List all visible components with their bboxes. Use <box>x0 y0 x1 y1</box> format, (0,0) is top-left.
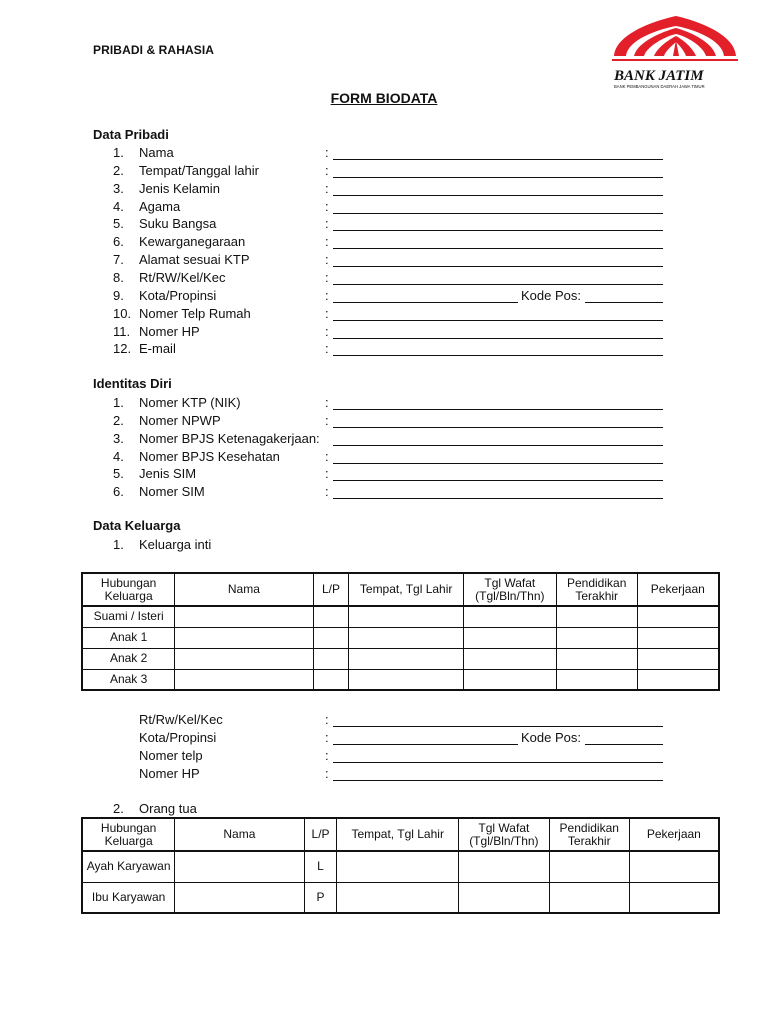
cell-wafat[interactable] <box>463 606 556 627</box>
cell-wafat[interactable] <box>463 648 556 669</box>
cell-nama[interactable] <box>175 882 304 913</box>
cell-pekerjaan[interactable] <box>637 627 719 648</box>
cell-lp[interactable] <box>313 606 349 627</box>
col-nama: Nama <box>175 818 304 851</box>
col-tgl-wafat: Tgl Wafat (Tgl/Bln/Thn) <box>458 818 549 851</box>
cell-pekerjaan[interactable] <box>637 648 719 669</box>
nik-input-line[interactable] <box>333 399 663 410</box>
cell-nama[interactable] <box>175 648 313 669</box>
nama-input-line[interactable] <box>333 149 663 160</box>
hp-input-line[interactable] <box>333 328 663 339</box>
telp-rumah-input-line[interactable] <box>333 310 663 321</box>
table-row <box>82 851 719 882</box>
cell-pendidikan[interactable] <box>556 606 637 627</box>
col-pendidikan: Pendidikan Terakhir <box>556 573 637 606</box>
col-nama: Nama <box>175 573 313 606</box>
cell-wafat[interactable] <box>463 669 556 690</box>
row-hubungan: Anak 1 <box>82 627 175 648</box>
table-row <box>82 669 719 690</box>
cell-pendidikan[interactable] <box>556 648 637 669</box>
cell-pekerjaan[interactable] <box>637 606 719 627</box>
table-row <box>82 627 719 648</box>
form-title: FORM BIODATA <box>330 90 438 106</box>
cell-wafat[interactable] <box>463 627 556 648</box>
npwp-input-line[interactable] <box>333 417 663 428</box>
cell-ttl[interactable] <box>337 851 458 882</box>
email-input-line[interactable] <box>333 345 663 356</box>
bpjs-tk-input-line[interactable] <box>333 435 663 446</box>
keluarga-kode-pos-input-line[interactable] <box>585 734 663 745</box>
col-tempat-tgl-lahir: Tempat, Tgl Lahir <box>337 818 458 851</box>
col-tempat-tgl-lahir: Tempat, Tgl Lahir <box>349 573 464 606</box>
kode-pos-label: Kode Pos: <box>521 288 581 303</box>
col-lp: L/P <box>304 818 337 851</box>
cell-wafat[interactable] <box>458 882 549 913</box>
col-pendidikan: Pendidikan Terakhir <box>549 818 629 851</box>
jenis-sim-input-line[interactable] <box>333 470 663 481</box>
cell-ttl[interactable] <box>337 882 458 913</box>
cell-pendidikan[interactable] <box>549 882 629 913</box>
kode-pos-input-line[interactable] <box>585 292 663 303</box>
cell-ttl[interactable] <box>349 606 464 627</box>
keluarga-inti-table <box>81 572 720 691</box>
cell-nama[interactable] <box>175 606 313 627</box>
cell-nama[interactable] <box>175 851 304 882</box>
cell-pendidikan[interactable] <box>556 627 637 648</box>
cell-lp[interactable] <box>313 648 349 669</box>
ttl-input-line[interactable] <box>333 167 663 178</box>
keluarga-hp-input-line[interactable] <box>333 770 663 781</box>
section-data-keluarga: Data Keluarga <box>93 518 181 533</box>
cell-ttl[interactable] <box>349 627 464 648</box>
cell-nama[interactable] <box>175 627 313 648</box>
cell-pekerjaan[interactable] <box>629 851 719 882</box>
logo-name: BANK JATIM <box>614 68 704 84</box>
bpjs-kes-input-line[interactable] <box>333 453 663 464</box>
agama-input-line[interactable] <box>333 203 663 214</box>
table-row <box>82 882 719 913</box>
bank-jatim-logo <box>606 14 744 94</box>
row-hubungan: Ibu Karyawan <box>82 882 175 913</box>
col-pekerjaan: Pekerjaan <box>637 573 719 606</box>
cell-lp[interactable] <box>313 627 349 648</box>
cell-pekerjaan[interactable] <box>629 882 719 913</box>
cell-pendidikan[interactable] <box>549 851 629 882</box>
keluarga-telp-input-line[interactable] <box>333 752 663 763</box>
section-data-pribadi: Data Pribadi <box>93 127 169 142</box>
kewarganegaraan-input-line[interactable] <box>333 238 663 249</box>
table-row <box>82 606 719 627</box>
cell-ttl[interactable] <box>349 648 464 669</box>
col-lp: L/P <box>313 573 349 606</box>
cell-nama[interactable] <box>175 669 313 690</box>
cell-ttl[interactable] <box>349 669 464 690</box>
keluarga-rt-rw-input-line[interactable] <box>333 716 663 727</box>
col-hubungan: Hubungan Keluarga <box>82 818 175 851</box>
keluarga-kode-pos-label: Kode Pos: <box>521 730 581 745</box>
cell-lp: P <box>304 882 337 913</box>
row-hubungan: Anak 2 <box>82 648 175 669</box>
col-pekerjaan: Pekerjaan <box>629 818 719 851</box>
kota-input-line[interactable] <box>333 292 518 303</box>
keluarga-kota-input-line[interactable] <box>333 734 518 745</box>
logo-tagline: BANK PEMBANGUNAN DAERAH JAWA TIMUR <box>614 84 705 89</box>
cell-pendidikan[interactable] <box>556 669 637 690</box>
row-hubungan: Ayah Karyawan <box>82 851 175 882</box>
col-tgl-wafat: Tgl Wafat (Tgl/Bln/Thn) <box>463 573 556 606</box>
rt-rw-input-line[interactable] <box>333 274 663 285</box>
orang-tua-table <box>81 817 720 914</box>
row-hubungan: Suami / Isteri <box>82 606 175 627</box>
suku-bangsa-input-line[interactable] <box>333 220 663 231</box>
confidential-label: PRIBADI & RAHASIA <box>93 43 215 57</box>
table-row <box>82 648 719 669</box>
nomer-sim-input-line[interactable] <box>333 488 663 499</box>
col-hubungan: Hubungan Keluarga <box>82 573 175 606</box>
alamat-ktp-input-line[interactable] <box>333 256 663 267</box>
cell-pekerjaan[interactable] <box>637 669 719 690</box>
cell-wafat[interactable] <box>458 851 549 882</box>
section-identitas-diri: Identitas Diri <box>93 376 172 391</box>
cell-lp: L <box>304 851 337 882</box>
row-hubungan: Anak 3 <box>82 669 175 690</box>
cell-lp[interactable] <box>313 669 349 690</box>
jenis-kelamin-input-line[interactable] <box>333 185 663 196</box>
